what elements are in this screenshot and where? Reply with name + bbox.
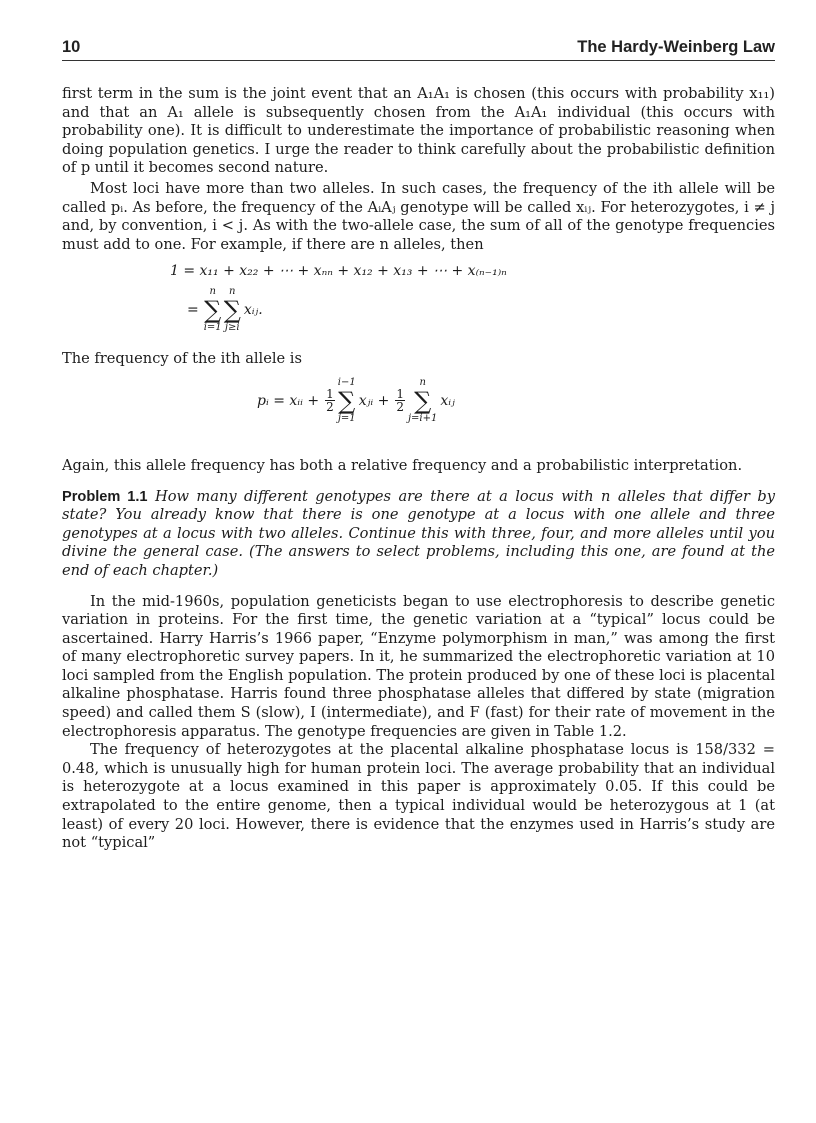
sum-over-i: [204, 286, 222, 334]
sum-upper-j: [408, 377, 437, 425]
sum-lower-limit: j=i+1: [407, 412, 438, 424]
equation-lhs: pᵢ = xᵢᵢ +: [257, 392, 320, 409]
paragraph-5: In the mid-1960s, population geneticists began to use electrophoresis to describe genetic variation in proteins. For the first time, the genetic variation at a “typical” locus could be ascertained. Harry Harris’s 1966 paper, “Enzyme polymorphism in man,” was among the first of many electrophoretic survey papers. In it, he summarized the electrophoretic variation at 10 loci sampled from the English population. The protein produced by one of these loci is placental alkaline phosphatase. Harris found three phosphatase alleles that differed by state (migration speed) and called them S (slow), I (intermediate), and F (fast) for their rate of movement in the electrophoresis apparatus. The genotype frequencies are given in Table 1.2.: [62, 592, 775, 740]
sigma-symbol: ∑: [414, 386, 432, 415]
sum-upper-limit: n: [209, 286, 216, 298]
fraction-denominator: 2: [326, 400, 334, 415]
sum-upper-limit: n: [419, 376, 426, 388]
sum-lower-limit: j=1: [337, 412, 356, 424]
one-half-fraction: [395, 388, 405, 413]
allele-frequency-equation: [62, 371, 775, 447]
paragraph-2: Most loci have more than two alleles. In such cases, the frequency of the ith allele will be called pᵢ. As before, the frequency of the AᵢAⱼ genotype will be called xᵢⱼ. For heterozygotes, i ≠ j and, by convention, i < j. As with the two-allele case, the sum of all of the genotype frequencies must add to one. For example, if there are n alleles, then: [62, 179, 775, 253]
equation-line-3: [257, 377, 455, 425]
paragraph-1: first term in the sum is the joint event that an A₁A₁ is chosen (this occurs with probability x₁₁) and that an A₁ allele is subsequently chosen from the A₁A₁ individual (this occurs with probability one). It is difficult to underestimate the importance of probabilistic reasoning when doing population genetics. I urge the reader to think carefully about the probabilistic definition of p until it becomes second nature.: [62, 85, 775, 177]
page-header: [62, 38, 775, 61]
one-half-fraction: [325, 388, 335, 413]
equals-sign: =: [187, 302, 199, 319]
summand-ji: xⱼᵢ +: [358, 392, 390, 409]
sigma-symbol: ∑: [204, 296, 222, 325]
sigma-symbol: ∑: [223, 296, 241, 325]
paragraph-6: The frequency of heterozygotes at the placental alkaline phosphatase locus is 158/332 = 0.48, which is unusually high for human protein loci. The average probability that an individual is heterozygote at a locus examined in this paper is approximately 0.05. If this could be extrapolated to the entire genome, then a typical individual would be heterozygous at 1 (at least) of every 20 loci. However, there is evidence that the enzymes used in Harris’s study are not “typical”: [62, 741, 775, 852]
sum-lower-limit: i=1: [203, 322, 222, 334]
sum-upper-limit: i−1: [337, 376, 356, 388]
equation-line-1: 1 = x₁₁ + x₂₂ + ⋯ + xₙₙ + x₁₂ + x₁₃ + ⋯ + x₍ₙ₋₁₎ₙ: [170, 263, 507, 280]
sum-lower-limit: j≥i: [224, 322, 240, 334]
sum-over-j: [224, 286, 241, 334]
summand-ij: xᵢⱼ: [440, 392, 455, 409]
paragraph-4: Again, this allele frequency has both a relative frequency and a probabilistic interpretation.: [62, 456, 743, 474]
equation-line-2: [187, 286, 263, 334]
summand: xᵢⱼ.: [243, 302, 263, 319]
problem-1-1: [62, 488, 775, 581]
fraction-denominator: 2: [396, 400, 404, 415]
fraction-numerator: 1: [396, 387, 404, 402]
book-page: [62, 38, 775, 853]
fraction-numerator: 1: [326, 387, 334, 402]
body-text: [62, 85, 775, 853]
page-number: 10: [62, 38, 81, 56]
running-title: The Hardy-Weinberg Law: [577, 38, 775, 56]
paragraph-3: The frequency of the ith allele is: [62, 350, 302, 368]
problem-text: How many different genotypes are there at a locus with n alleles that differ by state? You already know that there is one genotype at a locus with one allele and three genotypes at a locus with two alleles. Continue this with three, four, and more alleles until you divine the general case. (The answers to select problems, including this one, are found at the end of each chapter.): [62, 487, 776, 579]
sigma-symbol: ∑: [338, 386, 356, 415]
genotype-sum-equation: [62, 260, 775, 346]
sum-upper-limit: n: [229, 286, 236, 298]
problem-label: Problem 1.1: [62, 488, 148, 505]
sum-lower-j: [338, 377, 356, 425]
